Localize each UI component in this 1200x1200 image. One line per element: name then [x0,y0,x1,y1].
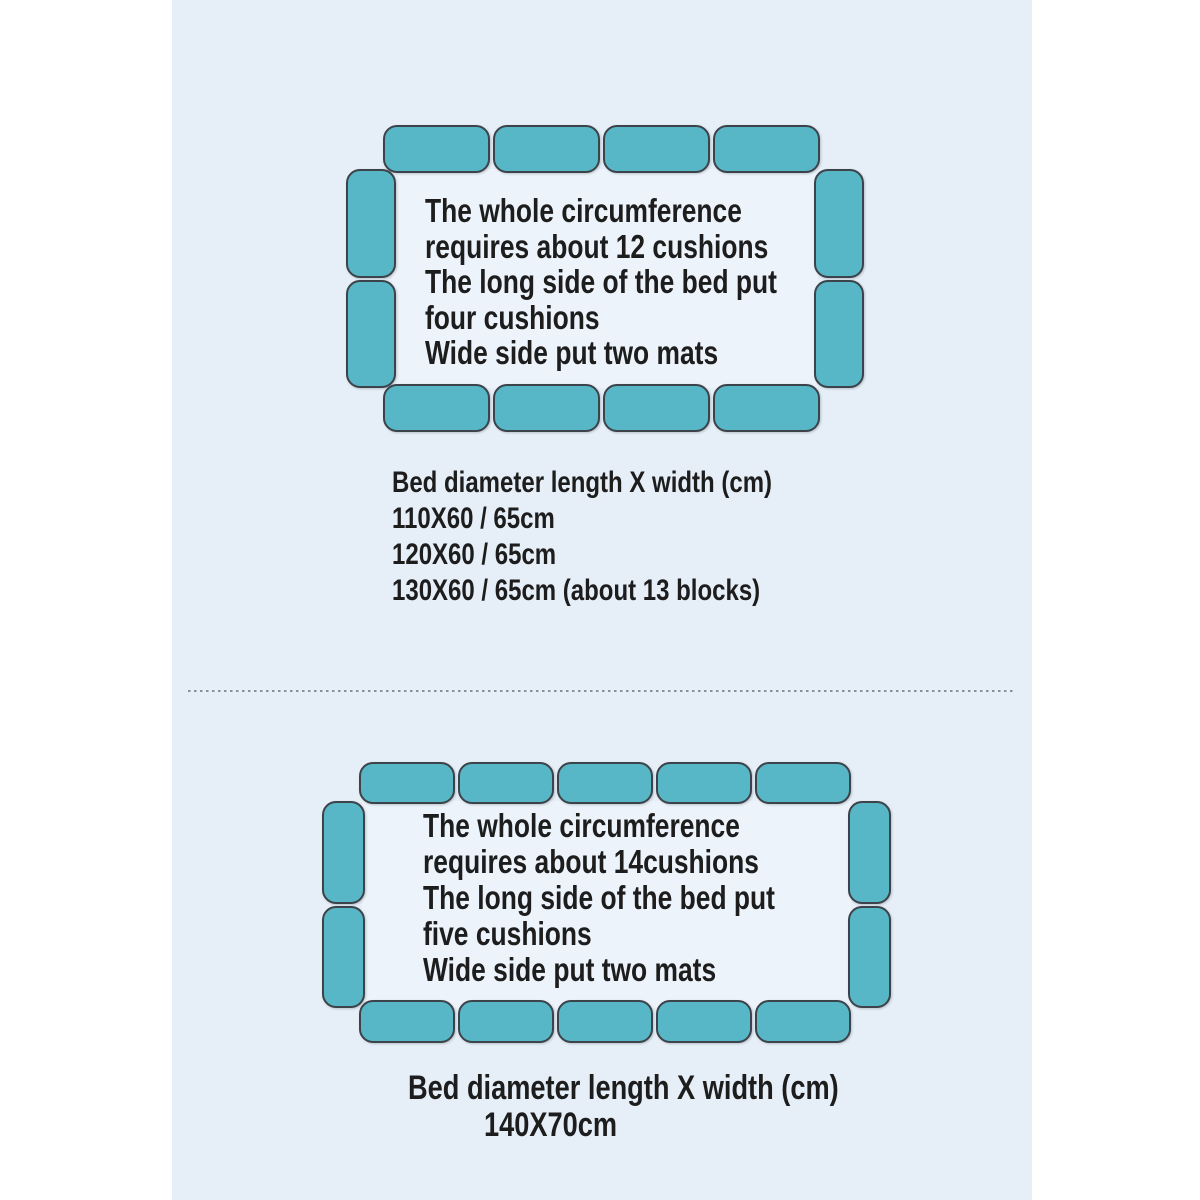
cushion-column-left [322,801,365,1008]
cushion-arrangement-diagram-12 [346,125,864,432]
caption-line: five cushions [423,915,592,952]
cushion [346,169,396,278]
blue-panel [172,0,1032,1200]
spec-line: 110X60 / 65cm [392,502,555,535]
cushion [755,762,851,804]
cushion [656,762,752,804]
cushion [713,384,820,432]
caption-line: requires about 12 cushions [425,227,769,265]
spec-heading: Bed diameter length X width (cm) [408,1069,839,1107]
cushion-row-bottom [359,1000,851,1043]
diagram-caption [425,193,777,371]
cushion-row-bottom [383,384,820,432]
cushion [656,1000,752,1043]
cushion [322,801,365,904]
caption-line: The long side of the bed put [423,879,775,916]
spec-line: 120X60 / 65cm [392,538,557,571]
cushion [383,384,490,432]
bed-size-spec-single [408,1070,839,1144]
caption-line: The long side of the bed put [425,263,777,300]
cushion [814,280,864,389]
cushion [848,906,891,1009]
caption-line: requires about 14cushions [423,843,759,880]
spec-size-value: 140X70cm [484,1106,618,1144]
cushion [493,384,600,432]
cushion [322,906,365,1009]
cushion [383,125,490,173]
cushion [359,1000,455,1043]
spec-line: 130X60 / 65cm (about 13 blocks) [392,574,761,607]
cushion [493,125,600,173]
diagram-caption [423,808,775,988]
spec-heading: Bed diameter length X width (cm) [392,466,773,499]
dotted-divider [188,690,1013,692]
cushion [713,125,820,173]
cushion-row-top [383,125,820,173]
bed-size-spec-list [392,465,772,609]
caption-line: Wide side put two mats [423,951,717,988]
cushion [557,1000,653,1043]
cushion-row-top [359,762,851,804]
caption-line: The whole circumference [423,807,740,844]
cushion-column-left [346,169,396,388]
cushion [603,125,710,173]
cushion [603,384,710,432]
cushion [346,280,396,389]
caption-line: Wide side put two mats [425,334,719,371]
cushion [458,762,554,804]
cushion [755,1000,851,1043]
cushion [359,762,455,804]
cushion [557,762,653,804]
cushion [458,1000,554,1043]
cushion [814,169,864,278]
cushion-column-right [848,801,891,1008]
cushion [848,801,891,904]
caption-line: The whole circumference [425,192,742,229]
caption-line: four cushions [425,298,600,336]
cushion-arrangement-diagram-14 [322,762,891,1043]
cushion-column-right [814,169,864,388]
